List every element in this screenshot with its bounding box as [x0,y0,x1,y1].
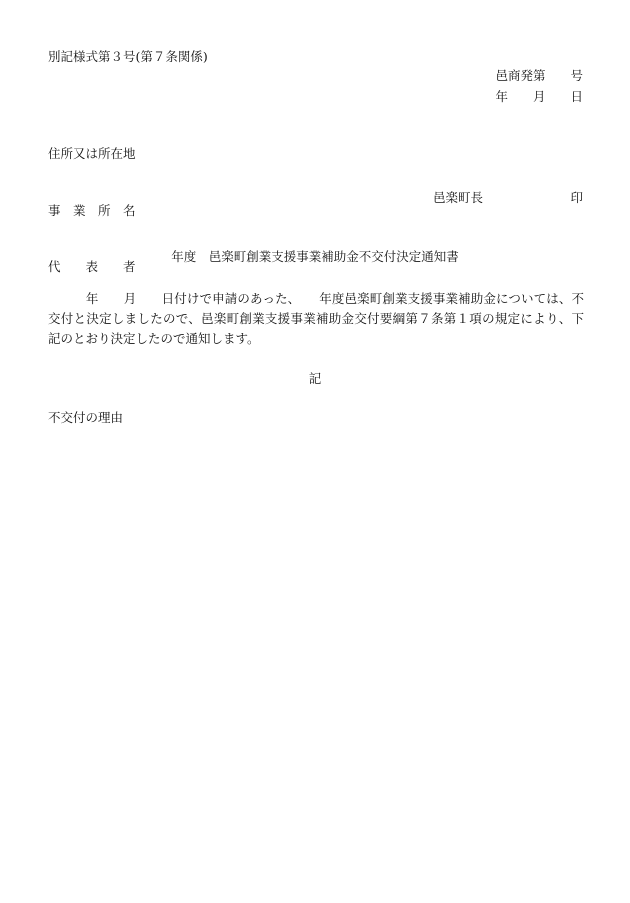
reason-label: 不交付の理由 [48,410,124,425]
recipient-business-name-label: 事 業 所 名 [48,202,136,218]
recipient-address-label: 住所又は所在地 [48,146,136,162]
issuer-name-seal: 邑楽町長 印 [432,190,583,205]
document-number: 邑商発第 号 [495,68,583,83]
document-title: 年度 邑楽町創業支援事業補助金不交付決定通知書 [171,249,459,264]
recipient-representative-label: 代 表 者 [48,258,136,274]
document-date: 年 月 日 [495,89,583,104]
body-paragraph: 年 月 日付けで申請のあった、 年度邑楽町創業支援事業補助金については、不交付と決定しましたので、邑楽町創業支援事業補助金交付要綱第７条第１項の規定により、下記のとおり決定したので通知します。 [48,291,584,346]
ki-heading: 記 [308,371,322,386]
recipient-block [48,109,136,314]
form-label: 別記様式第３号(第７条関係) [48,49,208,64]
